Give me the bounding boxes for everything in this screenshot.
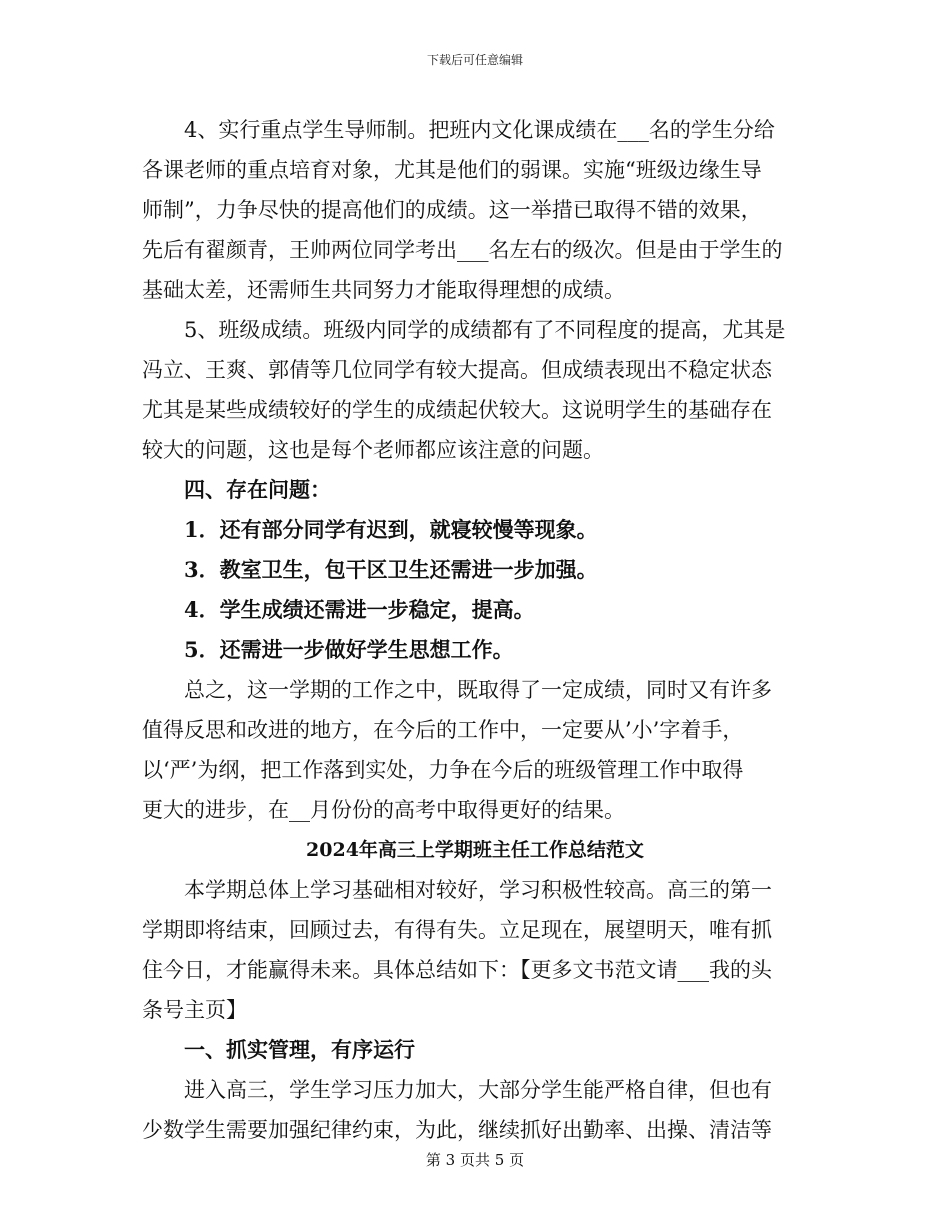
- paragraph-line: 值得反思和改进的地方，在今后的工作中，一定要从’小’字着手，: [142, 718, 744, 742]
- paragraph-line: 进入高三，学生学习压力加大，大部分学生能严格自律，但也有: [184, 1078, 772, 1102]
- paragraph-line: 住今日，才能赢得未来。具体总结如下：【更多文书范文请___我的头: [142, 958, 772, 982]
- paragraph-line: 本学期总体上学习基础相对较好，学习积极性较高。高三的第一: [184, 878, 772, 902]
- paragraph-line: 师制”，力争尽快的提高他们的成绩。这一举措已取得不错的效果，: [142, 198, 762, 222]
- paragraph-line: 4、实行重点学生导师制。把班内文化课成绩在___名的学生分给: [184, 118, 775, 142]
- paragraph-line: 基础太差，还需师生共同努力才能取得理想的成绩。: [142, 278, 625, 302]
- document-title: 2024年高三上学期班主任工作总结范文: [306, 839, 644, 861]
- document-body: [142, 110, 808, 1150]
- paragraph-line: 更大的进步，在__月份份的高考中取得更好的结果。: [142, 798, 625, 822]
- section-heading: 四、存在问题：: [184, 477, 331, 502]
- paragraph-line: 先后有翟颜青，王帅两位同学考出___名左右的级次。但是由于学生的: [142, 238, 783, 262]
- problem-item: 4．学生成绩还需进一步稳定，提高。: [184, 597, 535, 622]
- paragraph-line: 较大的问题，这也是每个老师都应该注意的问题。: [142, 438, 604, 462]
- problem-item: 3．教室卫生，包干区卫生还需进一步加强。: [184, 557, 598, 582]
- paragraph-line: 各课老师的重点培育对象，尤其是他们的弱课。实施“班级边缘生导: [142, 158, 762, 182]
- problem-item: 5．还需进一步做好学生思想工作。: [184, 637, 514, 662]
- paragraph-line: 学期即将结束，回顾过去，有得有失。立足现在，展望明天，唯有抓: [142, 918, 772, 942]
- paragraph-line: 5、班级成绩。班级内同学的成绩都有了不同程度的提高，尤其是: [184, 318, 786, 342]
- problem-item: 1．还有部分同学有迟到，就寝较慢等现象。: [184, 517, 598, 542]
- section-heading: 一、抓实管理，有序运行: [184, 1037, 415, 1062]
- paragraph-line: 总之，这一学期的工作之中，既取得了一定成绩，同时又有许多: [184, 678, 772, 702]
- paragraph-line: 冯立、王爽、郭倩等几位同学有较大提高。但成绩表现出不稳定状态: [142, 358, 772, 382]
- page-header: 下载后可任意编辑: [426, 53, 523, 67]
- paragraph-line: 少数学生需要加强纪律约束，为此，继续抓好出勤率、出操、清洁等: [142, 1118, 772, 1142]
- paragraph-line: 以‘严’为纲，把工作落到实处，力争在今后的班级管理工作中取得: [142, 758, 744, 782]
- paragraph-line: 条号主页】: [142, 998, 247, 1022]
- paragraph-line: 尤其是某些成绩较好的学生的成绩起伏较大。这说明学生的基础存在: [142, 398, 772, 422]
- page-footer: 第 3 页共 5 页: [425, 1151, 525, 1169]
